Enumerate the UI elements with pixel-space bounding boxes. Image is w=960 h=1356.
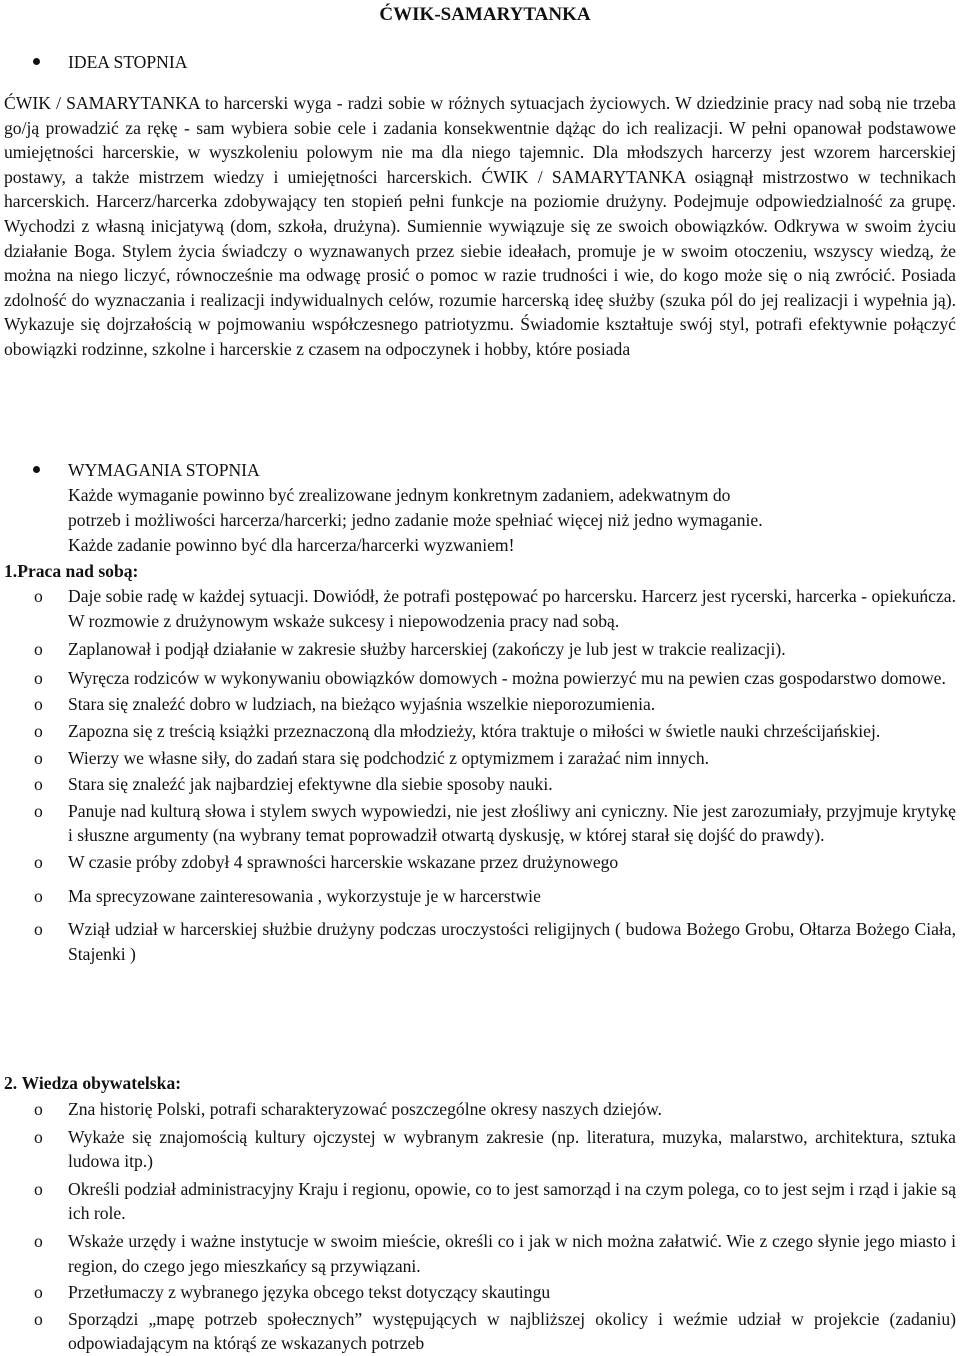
list-item-text: Określi podział administracyjny Kraju i regionu, opowie, co to jest samorząd i na czym polega, co to jest sejm i rząd i jakie są ich role.	[68, 1178, 956, 1224]
list-item	[0, 850, 960, 875]
list-item	[0, 1307, 960, 1356]
section-1-list	[0, 584, 960, 966]
list-item-text: Zapozna się z treścią książki przeznaczoną dla młodzieży, która traktuje o miłości w świetle nauki chrześcijańskiej.	[68, 720, 881, 741]
list-item-text: Wyręcza rodziców w wykonywaniu obowiązków domowych - można powierzyć mu na pewien czas gospodarstwo domowe.	[68, 667, 946, 688]
list-marker: o	[34, 639, 43, 660]
list-marker: o	[34, 851, 43, 872]
idea-label: IDEA STOPNIA	[68, 52, 188, 72]
list-marker: o	[34, 720, 43, 741]
requirements-label: WYMAGANIA STOPNIA	[68, 460, 260, 480]
list-item	[0, 637, 960, 662]
section-2-heading	[4, 1071, 181, 1096]
list-item	[0, 1177, 960, 1226]
list-item-text: Panuje nad kulturą słowa i stylem swych wypowiedzi, nie jest złośliwy ani cyniczny. Nie jest zarozumiały, przyjmuje krytykę i słuszne argumenty (na wybrany temat poprowadził otwartą dyskusję, w której starał się dojść do prawdy).	[68, 800, 956, 846]
list-item	[0, 884, 960, 909]
requirements-line-2: potrzeb i możliwości harcerza/harcerki; jedno zadanie może spełniać więcej niż jedno wymaganie.	[68, 510, 763, 530]
list-marker: o	[34, 747, 43, 768]
list-marker: o	[34, 1282, 43, 1303]
list-item-text: Wziął udział w harcerskiej służbie drużyny podczas uroczystości religijnych ( budowa Bożego Grobu, Ołtarza Bożego Ciała, Stajenki )	[68, 919, 956, 964]
list-item	[0, 719, 960, 744]
list-item	[0, 772, 960, 797]
list-item-text: Ma sprecyzowane zainteresowania , wykorzystuje je w harcerstwie	[68, 885, 541, 906]
idea-paragraph: ĆWIK / SAMARYTANKA to harcerski wyga - radzi sobie w różnych sytuacjach życiowych. W dziedzinie pracy nad sobą nie trzeba go/ją prowadzić za rękę - sam wybiera sobie cele i zadania konsekwentnie dążąc do ich realizacji. W pełni opanował podstawowe umiejętności harcerskie, w wyszkoleniu polowym nie ma dla niego tajemnic. Dla młodszych harcerzy jest wzorem harcerskiej postawy, a także mistrzem wiedzy i umiejętności harcerskich. ĆWIK / SAMARYTANKA osiągnął mistrzostwo w technikach harcerskich. Harcerz/harcerka zdobywający ten stopień pełni funkcje na poziomie drużyny. Podejmuje odpowiedzialność za grupę. Wychodzi z własną inicjatywą (dom, szkoła, drużyna). Sumiennie wywiązuje się ze swoich obowiązków. Odkrywa w swoim życiu działanie Boga. Stylem życia świadczy o wyznawanych przez siebie ideałach, promuje je w swoim otoczeniu, wszyscy wiedzą, że można na niego liczyć, równocześnie ma odwagę prosić o pomoc w razie trudności i wie, do kogo może się o nią zwrócić. Posiada zdolność do wyznaczania i realizacji indywidualnych celów, rozumie harcerską ideę służby (szuka pól do jej realizacji i wypełnia ją). Wykazuje się dojrzałością w pojmowaniu współczesnego patriotyzmu. Świadomie kształtuje swój styl, potrafi efektywnie połączyć obowiązki rodzinne, szkolne i harcerskie z czasem na odpoczynek i hobby, które posiada	[4, 93, 956, 359]
list-item-text: Wykaże się znajomością kultury ojczystej w wybranym zakresie (np. literatura, muzyka, malarstwo, architektura, sztuka ludowa itp.)	[68, 1126, 956, 1172]
list-item	[0, 746, 960, 771]
list-item-text: Stara się znaleźć dobro w ludziach, na bieżąco wyjaśnia wszelkie nieporozumienia.	[68, 694, 656, 715]
section-1-heading	[4, 559, 138, 584]
page-title	[0, 0, 960, 30]
list-item	[0, 1097, 960, 1122]
list-marker: o	[34, 885, 43, 906]
list-marker: o	[34, 667, 43, 688]
list-item-text: Daje sobie radę w każdej sytuacji. Dowiódł, że potrafi postępować po harcersku. Harcerz jest rycerski, harcerka - opiekuńcza. W rozmowie z drużynowym wskaże sukcesy i niepowodzenia pracy nad sobą.	[68, 586, 956, 631]
idea-heading	[33, 50, 187, 75]
list-marker: o	[34, 1126, 43, 1147]
list-item-text: Sporządzi „mapę potrzeb społecznych” występujących w najbliższej okolicy i weźmie udział w projekcie (zadaniu) odpowiadającym na którąś ze wskazanych potrzeb	[68, 1308, 956, 1354]
list-marker: o	[34, 1308, 43, 1329]
title-text: ĆWIK-SAMARYTANKA	[379, 4, 591, 25]
list-marker: o	[34, 1099, 43, 1119]
requirements-line-1: Każde wymaganie powinno być zrealizowane jednym konkretnym zadaniem, adekwatnym do	[68, 485, 731, 505]
section-2-label: Wiedza obywatelska:	[21, 1073, 182, 1093]
list-item	[0, 1229, 960, 1278]
list-item-text: Wierzy we własne siły, do zadań stara się podchodzić z optymizmem i zarażać nim innych.	[68, 747, 710, 768]
section-2-number: 2.	[4, 1073, 18, 1093]
list-item-text: Stara się znaleźć jak najbardziej efektywne dla siebie sposoby nauki.	[68, 774, 553, 795]
list-item	[0, 799, 960, 848]
list-item	[0, 1125, 960, 1174]
list-item	[0, 1280, 960, 1305]
list-marker: o	[34, 1178, 43, 1199]
list-marker: o	[34, 800, 43, 821]
list-item	[0, 692, 960, 717]
section-1-number: 1.	[4, 561, 18, 581]
requirements-heading	[33, 458, 260, 483]
requirements-line-3: Każde zadanie powinno być dla harcerza/harcerki wyzwaniem!	[68, 535, 515, 555]
section-1-label: Praca nad sobą:	[17, 561, 139, 581]
list-marker: o	[34, 694, 43, 715]
list-item-text: Wskaże urzędy i ważne instytucje w swoim mieście, określi co i jak w nich można załatwić. Wie z czego słynie jego miasto i region, do czego jego mieszkańcy są przywiązani.	[68, 1230, 956, 1276]
list-item-text: Zna historię Polski, potrafi scharakteryzować poszczególne okresy naszych dziejów.	[68, 1099, 662, 1119]
list-item-text: Przetłumaczy z wybranego języka obcego tekst dotyczący skautingu	[68, 1282, 551, 1303]
list-item	[0, 666, 960, 691]
list-item	[0, 917, 960, 966]
list-marker: o	[34, 919, 43, 940]
list-item-text: W czasie próby zdobył 4 sprawności harcerskie wskazane przez drużynowego	[68, 851, 619, 872]
section-2-list	[0, 1097, 960, 1356]
list-item	[0, 584, 960, 633]
list-marker: o	[34, 586, 43, 606]
list-marker: o	[34, 1230, 43, 1251]
list-marker: o	[34, 774, 43, 795]
bullet-icon	[33, 58, 40, 65]
list-item-text: Zaplanował i podjął działanie w zakresie służby harcerskiej (zakończy je lub jest w trakcie realizacji).	[68, 639, 786, 660]
bullet-icon	[33, 466, 40, 473]
